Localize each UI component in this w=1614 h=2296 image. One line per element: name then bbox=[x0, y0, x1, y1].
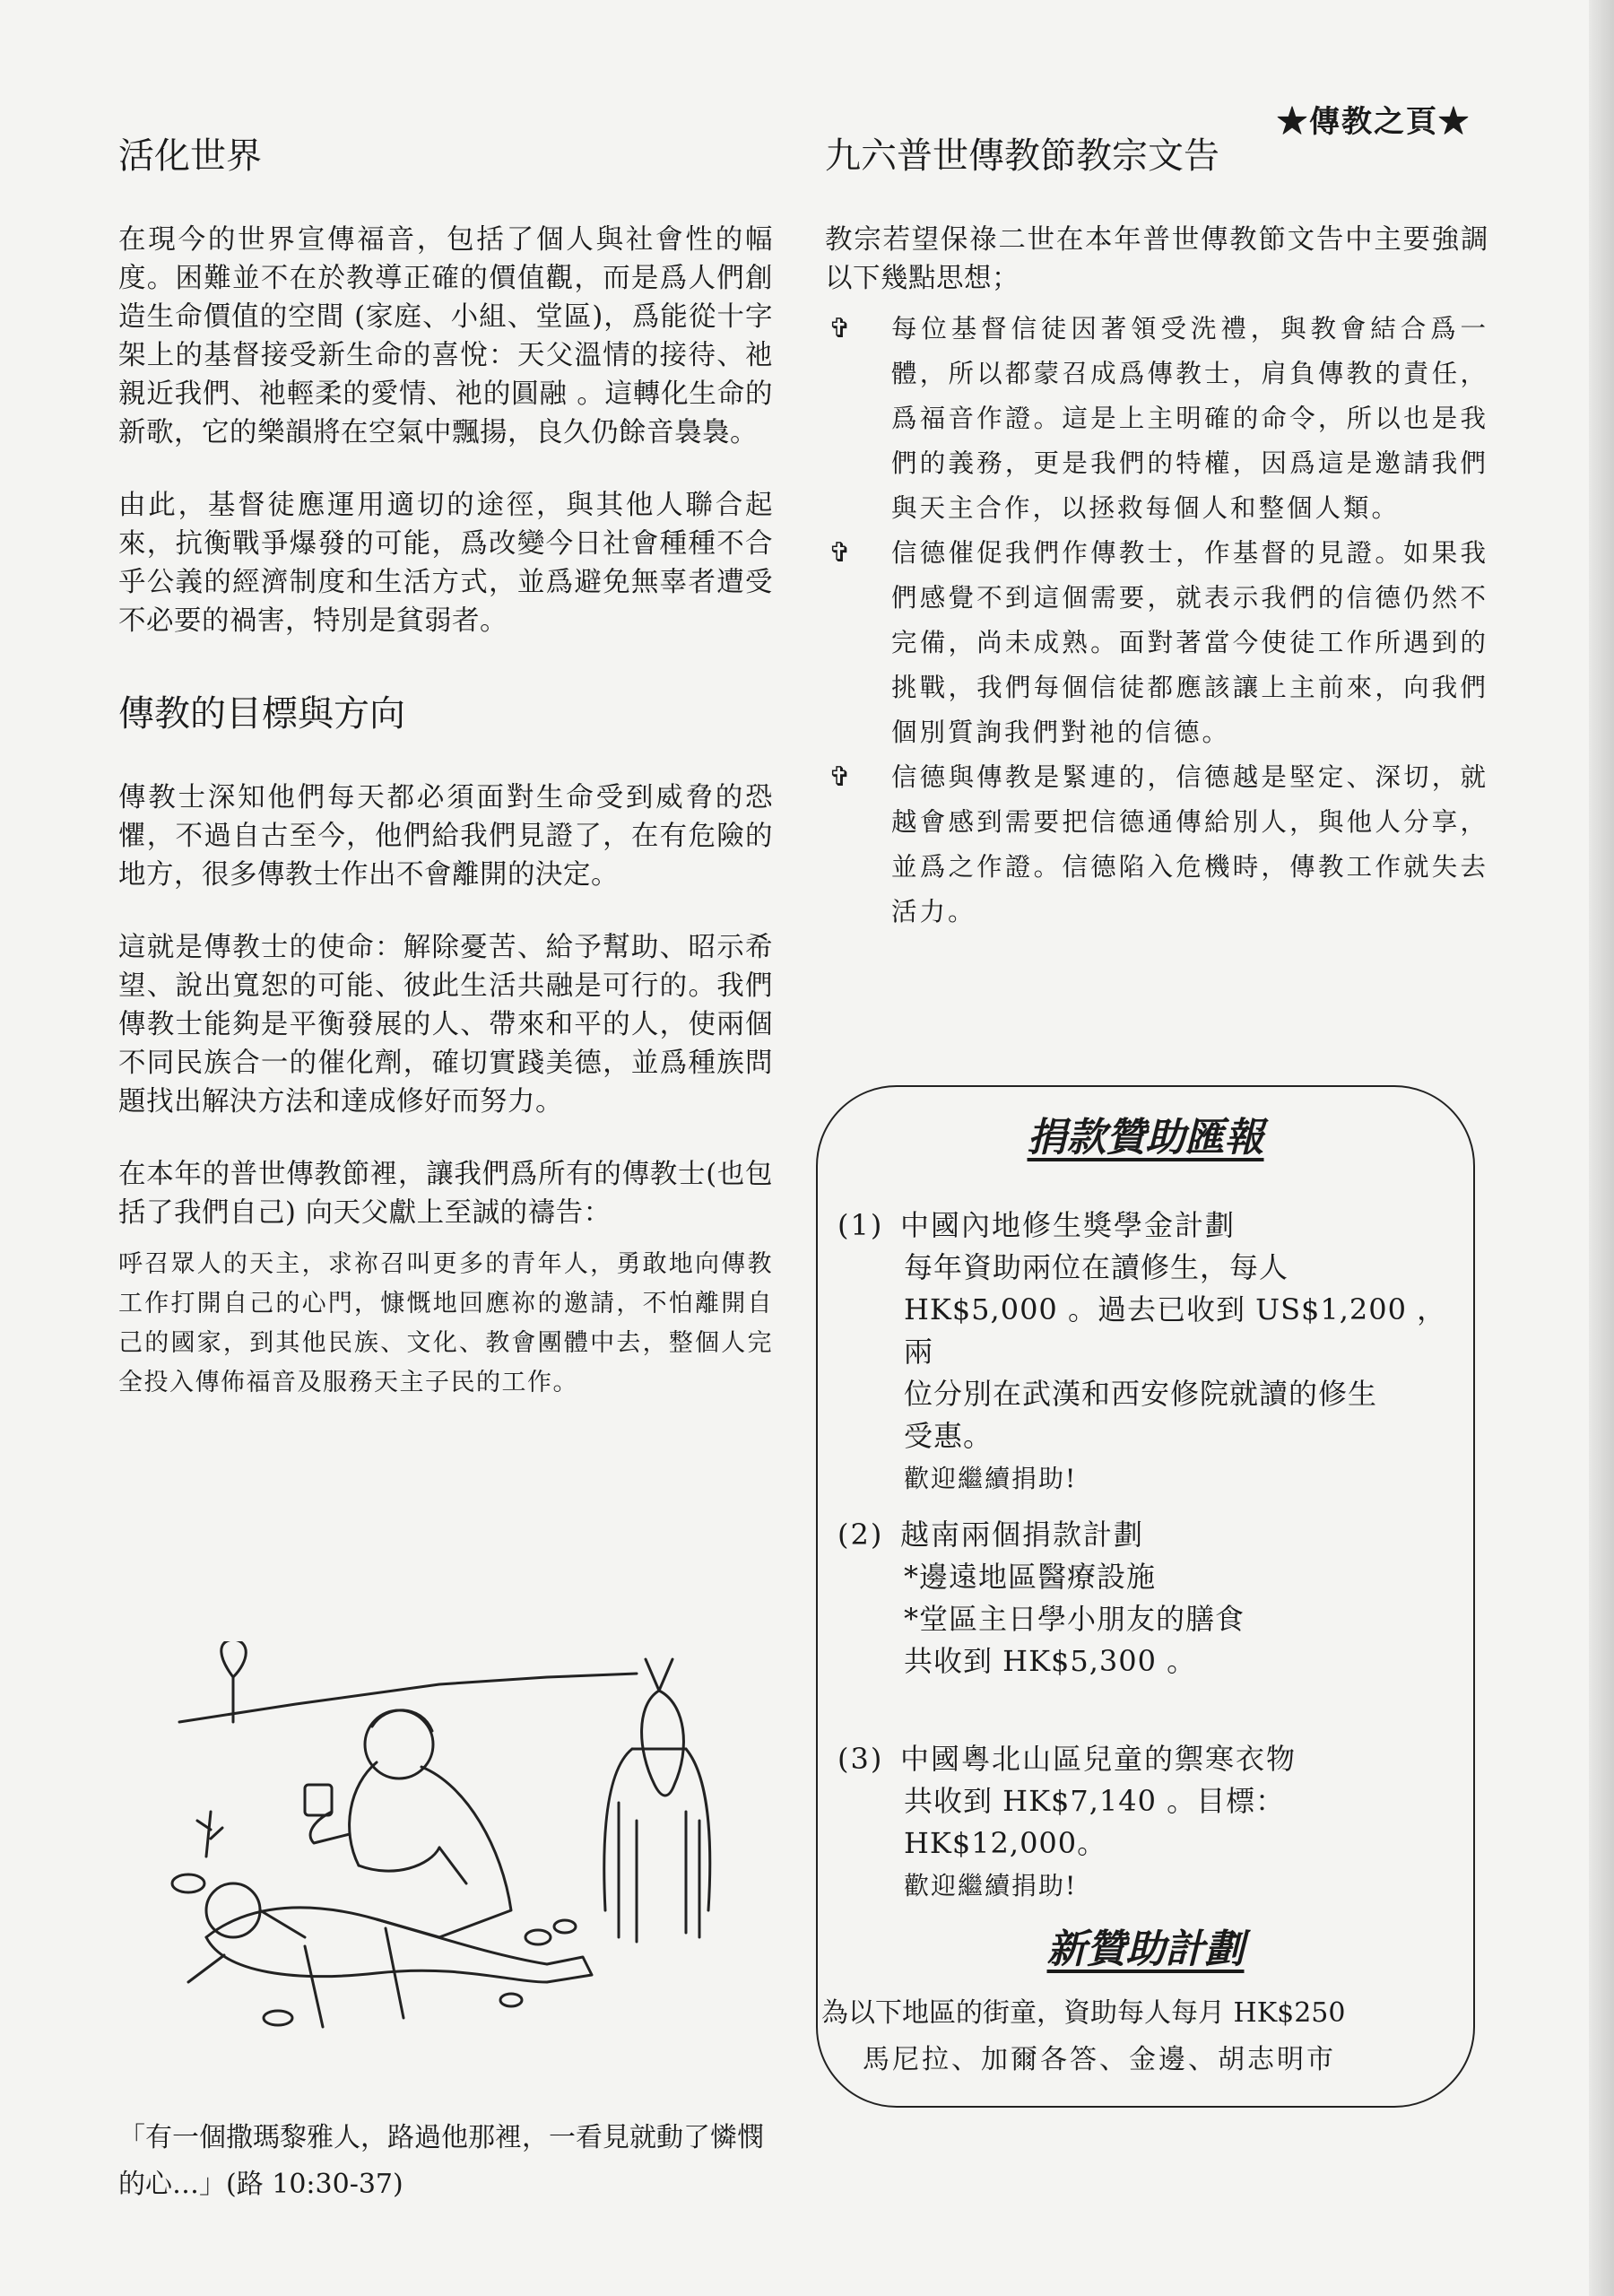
item-number: (3) bbox=[837, 1742, 884, 1776]
item-line: 受惠。 bbox=[904, 1419, 994, 1453]
list-item bbox=[825, 307, 1488, 531]
item-line: 共收到 HK$7,140 。目標： HK$12,000。 bbox=[904, 1784, 1286, 1860]
donation-item-heading bbox=[837, 1513, 1465, 1556]
item-name: 中國粵北山區兒童的禦寒衣物 bbox=[900, 1742, 1297, 1776]
paragraph: 在現今的世界宣傳福音，包括了個人與社會性的幅度。困難並不在於教導正確的價值觀，而是爲人們創造生命價值的空間 (家庭、小組、堂區)，爲能從十字架上的基督接受新生命的喜悅：天父溫情的接待、祂親近我們、祂輕柔的愛情、祂的圓融 。這轉化生命的新歌，它的樂韻將在空氣中飄揚，良久仍餘音裊裊。 bbox=[118, 224, 773, 448]
item-line: HK$5,000 。過去已收到 US$1,200 ，兩 bbox=[904, 1292, 1447, 1369]
new-sponsorship-title: 新贊助計劃 bbox=[1046, 1926, 1245, 1972]
list-item-text: 信德催促我們作傳教士，作基督的見證。如果我們感覺不到這個需要，就表示我們的信德仍然不完備，尚未成熟。面對著當今使徒工作所遇到的挑戰，我們每個信徒都應該讓上主前來，向我們個別質詢我們對祂的信德。 bbox=[891, 538, 1488, 747]
item-note: 歡迎繼續捐助! bbox=[904, 1464, 1078, 1493]
item-line: *堂區主日學小朋友的膳食 bbox=[904, 1602, 1245, 1636]
good-samaritan-illustration bbox=[170, 1641, 780, 2108]
donation-item-heading bbox=[837, 1204, 1465, 1247]
new-sponsorship-line: 為以下地區的街童，資助每人每月 HK$250 bbox=[821, 1997, 1346, 2029]
donation-report-box bbox=[816, 1085, 1475, 2108]
cross-icon: ✞ bbox=[829, 313, 855, 344]
new-sponsorship-cities: 馬尼拉、加爾各答、金邊、胡志明市 bbox=[863, 2044, 1336, 2075]
prayer-text: 呼召眾人的天主，求祢召叫更多的青年人，勇敢地向傳教工作打開自己的心門，慷慨地回應祢的邀請，不怕離開自己的國家，到其他民族、文化、教會團體中去，整個人完全投入傳佈福音及服務天主子民的工作。 bbox=[118, 1250, 773, 1396]
cross-icon: ✞ bbox=[829, 761, 855, 793]
donation-box-title: 捐款贊助匯報 bbox=[1027, 1115, 1264, 1161]
paragraph: 在本年的普世傳教節裡，讓我們爲所有的傳教士(也包括了我們自己) 向天父獻上至誠的禱告： bbox=[118, 1159, 773, 1229]
section-title-mission-goals: 傳教的目標與方向 bbox=[118, 693, 405, 735]
item-name: 越南兩個捐款計劃 bbox=[900, 1518, 1145, 1552]
list-item bbox=[825, 755, 1488, 935]
item-number: (2) bbox=[837, 1518, 884, 1552]
item-line: 每年資助兩位在讀修生，每人 bbox=[904, 1250, 1289, 1284]
donation-item-3 bbox=[837, 1737, 1465, 1907]
paragraph: 這就是傳教士的使命：解除憂苦、給予幫助、昭示希望、說出寬恕的可能、彼此生活共融是可行的。我們傳教士能夠是平衡發展的人、帶來和平的人，使兩個不同民族合一的催化劑，確切實踐美德，並爲種族問題找出解決方法和達成修好而努力。 bbox=[118, 932, 773, 1118]
section-title-papal-message: 九六普世傳教節教宗文告 bbox=[825, 135, 1219, 177]
donation-item-2 bbox=[837, 1513, 1465, 1683]
list-item bbox=[825, 531, 1488, 755]
item-number: (1) bbox=[837, 1208, 884, 1242]
paragraph: 由此，基督徒應運用適切的途徑，與其他人聯合起來，抗衡戰爭爆發的可能，爲改變今日社會種種不合乎公義的經濟制度和生活方式，並爲避免無辜者遭受不必要的禍害，特別是貧弱者。 bbox=[118, 490, 773, 637]
section-title-revitalize-world: 活化世界 bbox=[118, 135, 262, 177]
list-item-text: 每位基督信徒因著領受洗禮，與教會結合爲一體，所以都蒙召成爲傳教士，肩負傳教的責任，爲福音作證。這是上主明確的命令，所以也是我們的義務，更是我們的特權，因爲這是邀請我們與天主合作，以拯救每個人和整個人類。 bbox=[891, 314, 1488, 523]
item-line: 位分別在武漢和西安修院就讀的修生 bbox=[904, 1377, 1378, 1411]
item-name: 中國內地修生獎學金計劃 bbox=[900, 1208, 1237, 1242]
bullet-list bbox=[825, 307, 1488, 935]
list-item-text: 信德與傳教是緊連的，信德越是堅定、深切，就越會感到需要把信德通傳給別人，與他人分享，並爲之作證。信德陷入危機時，傳教工作就失去活力。 bbox=[891, 762, 1488, 926]
item-line: 共收到 HK$5,300 。 bbox=[904, 1644, 1197, 1678]
illustration-caption: 「有一個撒瑪黎雅人，路過他那裡，一看見就動了憐憫的心…」(路 10:30-37) bbox=[118, 2122, 764, 2200]
page-header-tag: ★傳教之頁★ bbox=[1277, 104, 1471, 140]
paragraph: 傳教士深知他們每天都必須面對生命受到威脅的恐懼，不過自古至今，他們給我們見證了，在有危險的地方，很多傳教士作出不會離開的決定。 bbox=[118, 782, 773, 891]
page-edge-shadow bbox=[1589, 0, 1614, 2296]
item-note: 歡迎繼續捐助! bbox=[904, 1871, 1078, 1900]
item-line: *邊遠地區醫療設施 bbox=[904, 1560, 1157, 1594]
right-column bbox=[825, 135, 1488, 935]
left-column bbox=[118, 135, 773, 1430]
donation-item-heading bbox=[837, 1737, 1465, 1780]
donation-item-1 bbox=[837, 1204, 1465, 1500]
paragraph: 教宗若望保祿二世在本年普世傳教節文告中主要強調以下幾點思想； bbox=[825, 224, 1488, 294]
cross-icon: ✞ bbox=[829, 537, 855, 569]
